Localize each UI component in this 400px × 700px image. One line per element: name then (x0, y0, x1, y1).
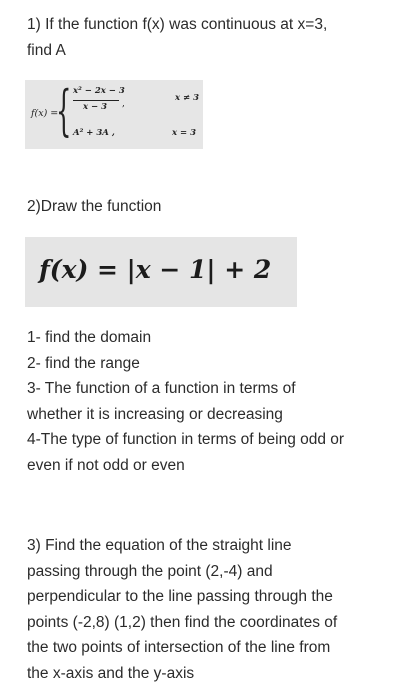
question-3-line: the two points of intersection of the line from (27, 639, 331, 656)
absolute-value-function-image (25, 237, 297, 307)
question-3-line: passing through the point (2,-4) and (27, 562, 273, 580)
question-2-heading: 2)Draw the function (27, 198, 162, 215)
question-3-line: points (-2,8) (1,2) then find the coordinates of (27, 613, 338, 631)
question-2-items (27, 325, 344, 478)
case-1-numerator: x² − 2x − 3 (73, 86, 125, 96)
formula-lhs: f(x) = (31, 108, 59, 119)
case-1-condition: x ≠ 3 (175, 93, 200, 103)
question-3-line: 3) Find the equation of the straight line (27, 537, 292, 554)
fraction-bar (73, 100, 119, 101)
case-2-expression: A² + 3A , (73, 128, 115, 138)
case-2-condition: x = 3 (172, 128, 197, 138)
case-1-denominator: x − 3 (83, 102, 108, 112)
question-2-item: 1- find the domain (27, 329, 152, 346)
absolute-value-formula: f(x) = |x − 1| + 2 (39, 255, 272, 284)
piecewise-function-image (25, 80, 203, 149)
case-1-comma: , (122, 99, 125, 109)
question-2-item: even if not odd or even (27, 456, 185, 474)
question-1-text (27, 12, 327, 63)
question-3-line: perpendicular to the line passing through the (27, 588, 333, 605)
question-3-line: the x-axis and the y-axis (27, 664, 195, 682)
question-2-item: 3- The function of a function in terms of (27, 380, 296, 397)
question-2-item: 4-The type of function in terms of being odd or (27, 431, 345, 448)
question-1-line: find A (27, 41, 66, 59)
question-3-text (27, 533, 337, 686)
question-1-line: 1) If the function f(x) was continuous at x=3, (27, 16, 328, 33)
question-2-item: 2- find the range (27, 354, 140, 372)
question-2-item: whether it is increasing or decreasing (27, 405, 283, 423)
left-brace-glyph: { (56, 79, 72, 142)
